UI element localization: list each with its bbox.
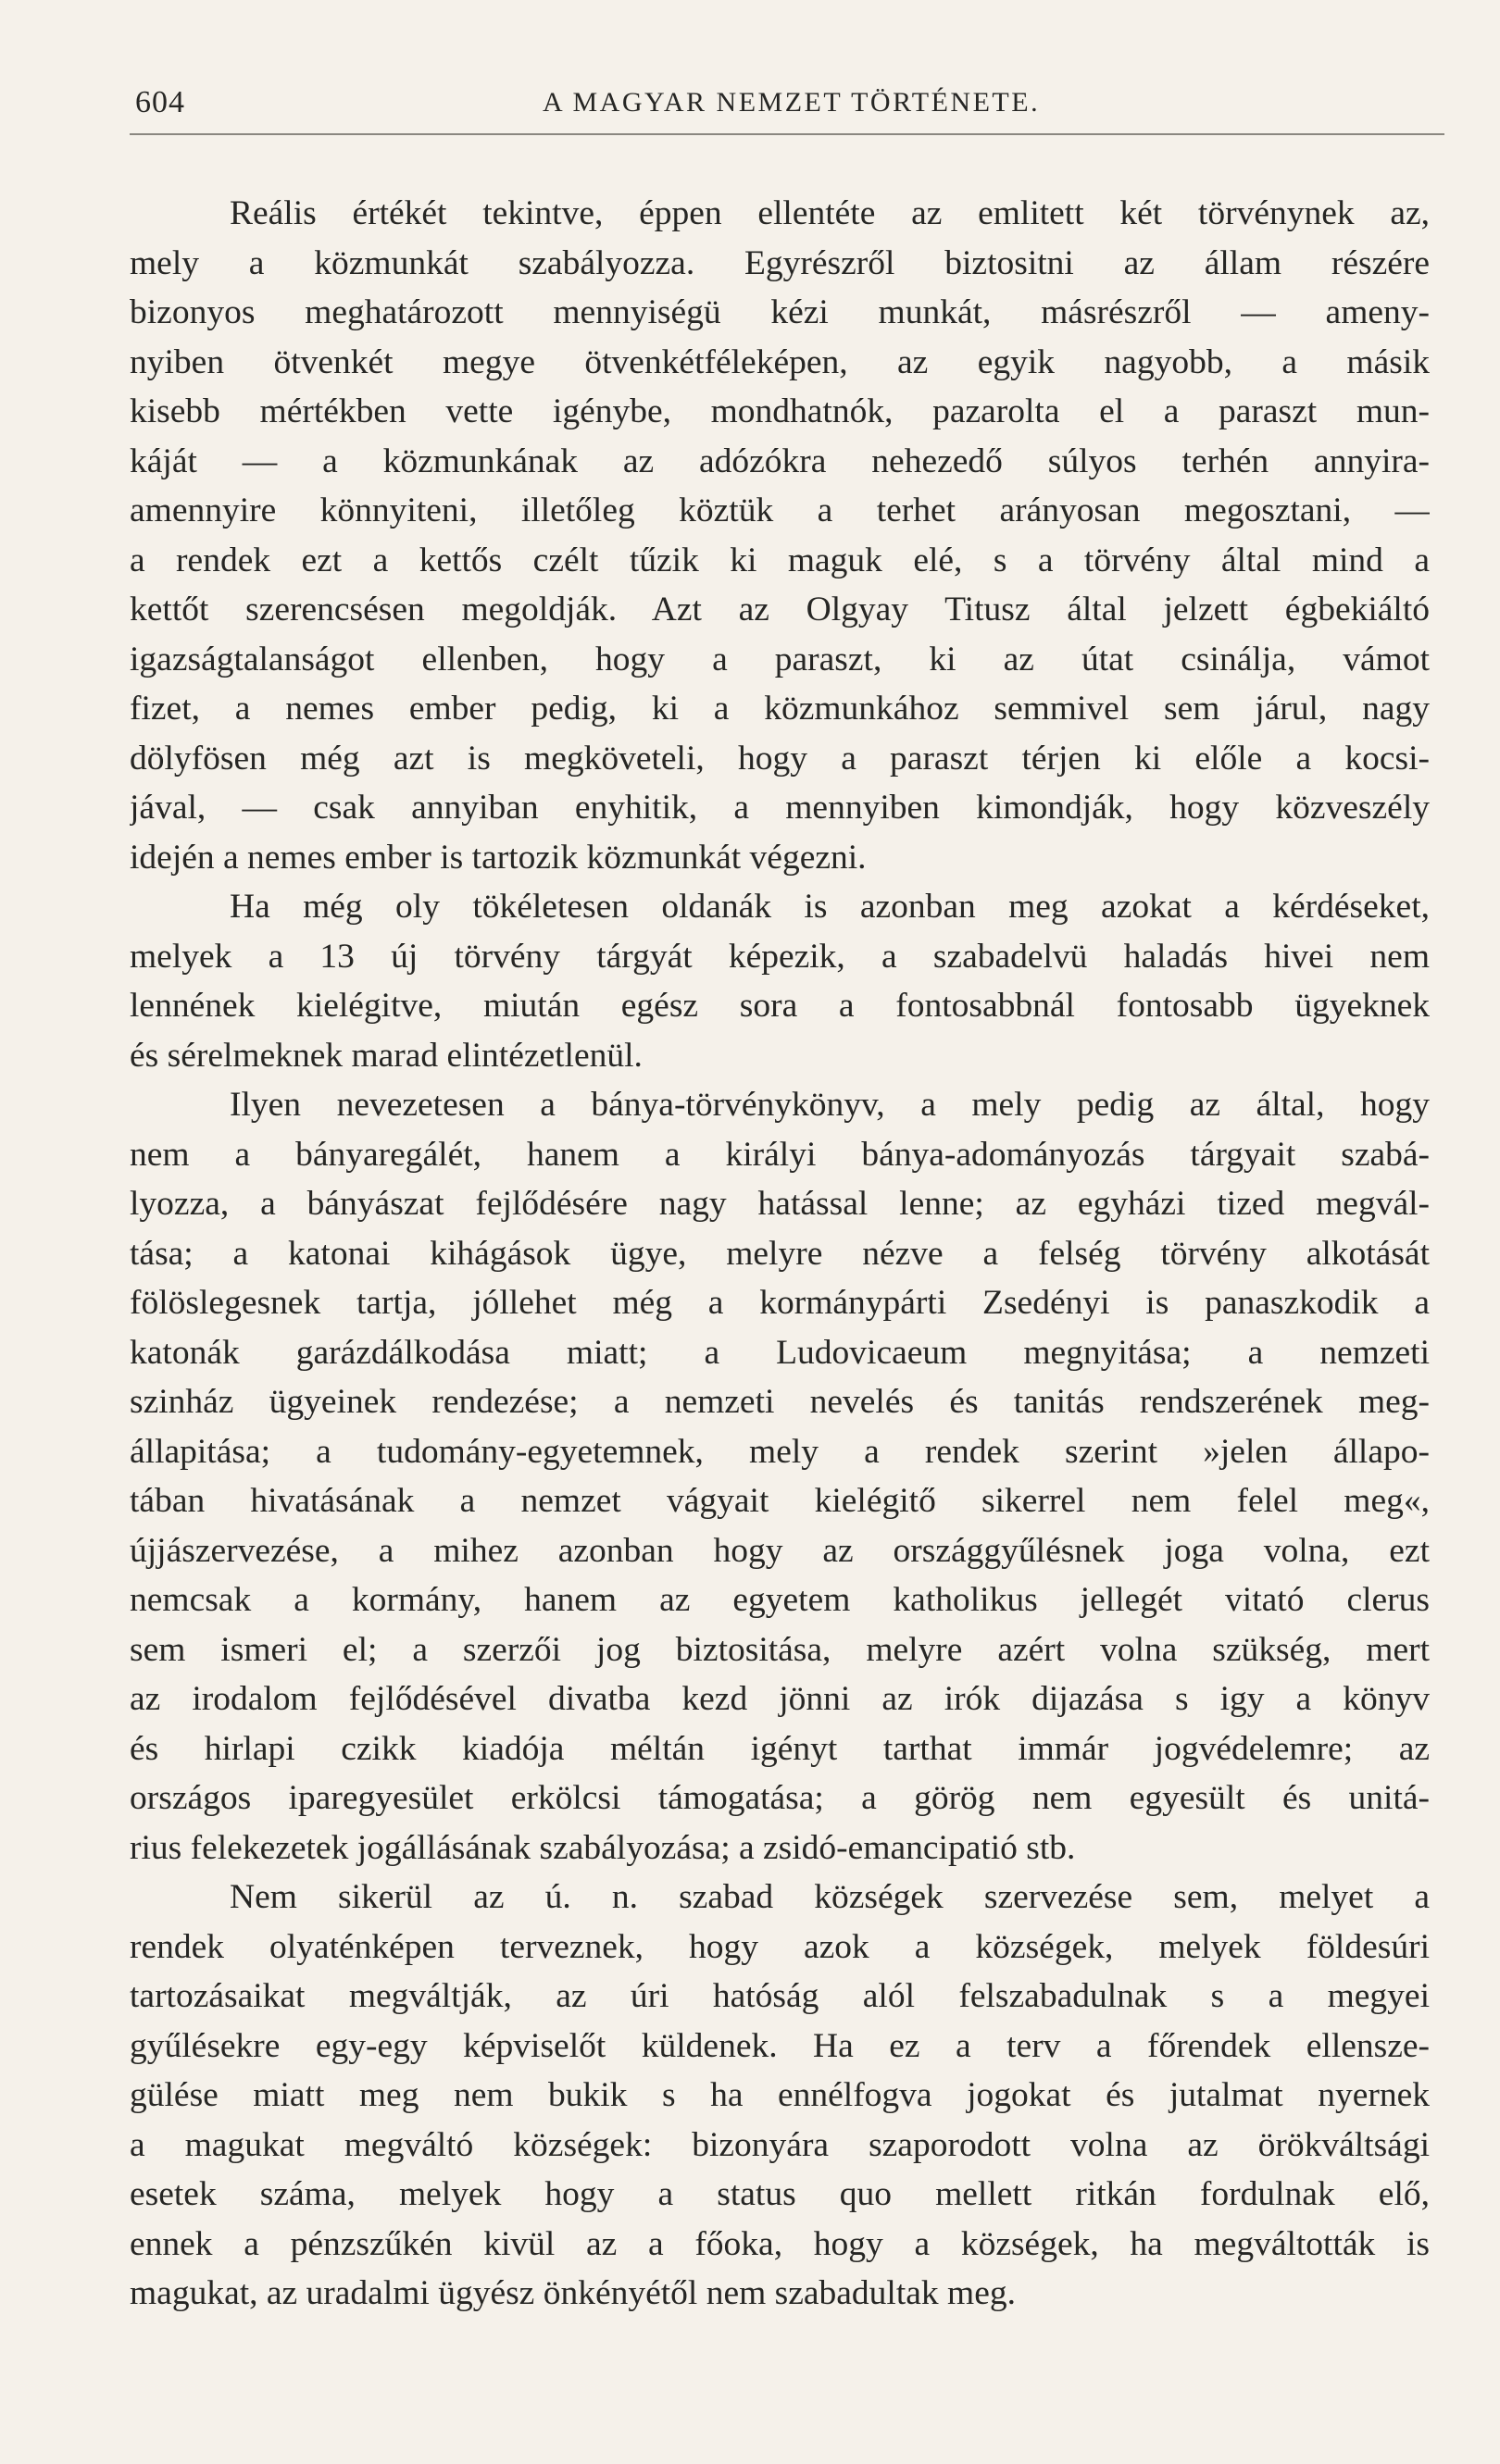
text-line: sem ismeri el; a szerzői jog biztositása, melyre azért volna szükség, mert <box>130 1630 1430 1669</box>
text-line: rendek olyaténképen terveznek, hogy azok a községek, melyek földesúri <box>130 1927 1430 1966</box>
running-head <box>135 85 1450 131</box>
text-line: gyűlésekre egy-egy képviselőt küldenek. Ha ez a terv a főrendek ellensze- <box>130 2026 1430 2065</box>
header-rule <box>130 133 1444 135</box>
text-line: szinház ügyeinek rendezése; a nemzeti nevelés és tanitás rendszerének meg- <box>130 1383 1430 1421</box>
paragraph <box>130 189 1430 882</box>
text-line: rius felekezetek jogállásának szabályozása; a zsidó-emancipatió stb. <box>130 1828 1076 1867</box>
text-line: országos iparegyesület erkölcsi támogatása; a görög nem egyesült és unitá- <box>130 1779 1430 1817</box>
text-line: igazságtalanságot ellenben, hogy a paraszt, ki az útat csinálja, vámot <box>130 640 1430 678</box>
text-line: az irodalom fejlődésével divatba kezd jönni az irók dijazása s igy a könyv <box>130 1680 1430 1718</box>
text-line: lyozza, a bányászat fejlődésére nagy hatással lenne; az egyházi tized megvál- <box>130 1185 1430 1223</box>
text-line: magukat, az uradalmi ügyész önkényétől nem szabadultak meg. <box>130 2274 1016 2312</box>
text-line: nemcsak a kormány, hanem az egyetem katholikus jellegét vitató clerus <box>130 1581 1430 1619</box>
text-line: káját — a közmunkának az adózókra nehezedő súlyos terhén annyira- <box>130 442 1430 480</box>
text-line: amennyire könnyiteni, illetőleg köztük a terhet arányosan megosztani, — <box>130 492 1430 529</box>
text-line: fizet, a nemes ember pedig, ki a közmunkához semmivel sem járul, nagy <box>130 690 1430 728</box>
text-line: dölyfösen még azt is megköveteli, hogy a paraszt térjen ki előle a kocsi- <box>130 739 1430 778</box>
text-line: Reális értékét tekintve, éppen ellentéte az emlitett két törvénynek az, <box>230 194 1430 232</box>
text-line: újjászervezése, a mihez azonban hogy az országgyűlésnek joga volna, ezt <box>130 1531 1430 1570</box>
page-number: 604 <box>135 85 185 119</box>
text-line: és sérelmeknek marad elintézetlenül. <box>130 1036 643 1075</box>
text-line: fölöslegesnek tartja, jóllehet még a kormánypárti Zsedényi is panaszkodik a <box>130 1284 1430 1322</box>
text-line: és hirlapi czikk kiadója méltán igényt tarthat immár jogvédelemre; az <box>130 1729 1430 1768</box>
text-line: a rendek ezt a kettős czélt tűzik ki maguk elé, s a törvény által mind a <box>130 541 1430 579</box>
text-line: bizonyos meghatározott mennyiségü kézi munkát, másrészről — ameny- <box>130 293 1430 331</box>
text-line: gülése miatt meg nem bukik s ha ennélfogva jogokat és jutalmat nyernek <box>130 2076 1430 2114</box>
running-title: A MAGYAR NEMZET TÖRTÉNETE. <box>543 87 1041 118</box>
text-line: esetek száma, melyek hogy a status quo mellett ritkán fordulnak elő, <box>130 2175 1430 2213</box>
text-line: állapitása; a tudomány-egyetemnek, mely a rendek szerint »jelen állapo- <box>130 1432 1430 1471</box>
body-text <box>130 189 1430 2319</box>
text-line: idején a nemes ember is tartozik közmunkát végezni. <box>130 838 867 877</box>
text-line: tása; a katonai kihágások ügye, melyre nézve a felség törvény alkotását <box>130 1234 1430 1273</box>
text-line: Ha még oly tökéletesen oldanák is azonban meg azokat a kérdéseket, <box>230 888 1430 926</box>
text-line: mely a közmunkát szabályozza. Egyrészről biztositni az állam részére <box>130 243 1430 282</box>
paragraph <box>130 1873 1430 2319</box>
text-line: kisebb mértékben vette igénybe, mondhatnók, pazarolta el a paraszt mun- <box>130 392 1430 430</box>
text-line: melyek a 13 új törvény tárgyát képezik, a szabadelvü haladás hivei nem <box>130 937 1430 976</box>
text-line: jával, — csak annyiban enyhitik, a mennyiben kimondják, hogy közveszély <box>130 789 1430 827</box>
text-line: nyiben ötvenkét megye ötvenkétféleképen, az egyik nagyobb, a másik <box>130 342 1430 381</box>
text-line: a magukat megváltó községek: bizonyára szaporodott volna az örökváltsági <box>130 2125 1430 2164</box>
text-line: Ilyen nevezetesen a bánya-törvénykönyv, a mely pedig az által, hogy <box>230 1086 1430 1124</box>
paragraph <box>130 882 1430 1080</box>
paragraph <box>130 1080 1430 1873</box>
text-line: lennének kielégitve, miután egész sora a fontosabbnál fontosabb ügyeknek <box>130 987 1430 1025</box>
text-line: ennek a pénzszűkén kivül az a főoka, hogy a községek, ha megváltották is <box>130 2224 1430 2263</box>
text-line: katonák garázdálkodása miatt; a Ludovicaeum megnyitása; a nemzeti <box>130 1333 1430 1372</box>
text-line: nem a bányaregálét, hanem a királyi bánya-adományozás tárgyait szabá- <box>130 1135 1430 1174</box>
text-line: Nem sikerül az ú. n. szabad községek szervezése sem, melyet a <box>230 1878 1430 1916</box>
text-line: tában hivatásának a nemzet vágyait kielégitő sikerrel nem felel meg«, <box>130 1482 1430 1520</box>
text-line: tartozásaikat megváltják, az úri hatóság alól felszabadulnak s a megyei <box>130 1977 1430 2015</box>
text-line: kettőt szerencsésen megoldják. Azt az Olgyay Titusz által jelzett égbekiáltó <box>130 591 1430 628</box>
